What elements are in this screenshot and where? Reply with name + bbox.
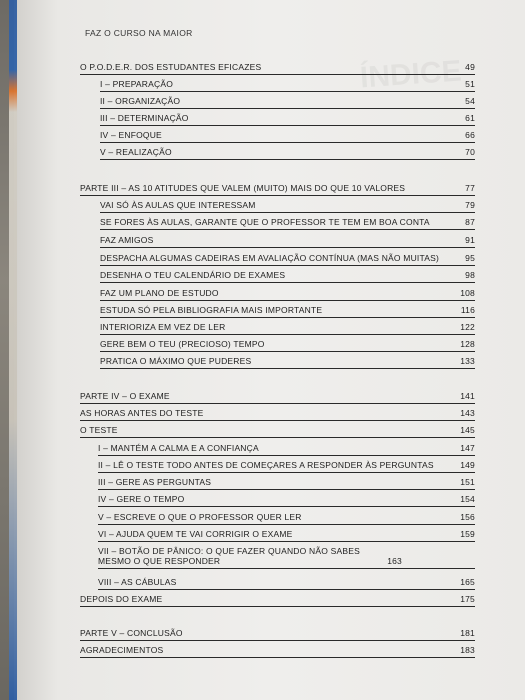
toc-entry-title: GERE BEM O TEU (PRECIOSO) TEMPO — [100, 339, 265, 349]
toc-entry-title: FAZ UM PLANO DE ESTUDO — [100, 288, 219, 298]
toc-entry-page: 147 — [460, 443, 475, 453]
toc-entry — [80, 629, 475, 641]
toc-entry-title: VI – AJUDA QUEM TE VAI CORRIGIR O EXAME — [98, 529, 293, 539]
toc-entry-title: IV – ENFOQUE — [100, 130, 162, 140]
toc-entry-page: 181 — [460, 628, 475, 638]
toc-entry-page: 151 — [460, 477, 475, 487]
toc-entry — [100, 114, 475, 126]
toc-entry-page: 87 — [465, 217, 475, 227]
toc-entry-title: II – LÊ O TESTE TODO ANTES DE COMEÇARES A RESPONDER ÀS PERGUNTAS — [98, 460, 434, 470]
toc-entry-page: 91 — [465, 235, 475, 245]
toc-entry — [100, 236, 475, 248]
toc-entry-title: II – ORGANIZAÇÃO — [100, 96, 181, 106]
toc-entry-page: 70 — [465, 147, 475, 157]
toc-entry-page: 154 — [460, 494, 475, 504]
toc-entry-page: 175 — [460, 594, 475, 604]
toc-entry-title: IV – GERE O TEMPO — [98, 494, 185, 504]
toc-entry-title: FAZ AMIGOS — [100, 235, 154, 245]
toc-entry — [100, 340, 475, 352]
toc-entry — [100, 97, 475, 109]
toc-entry-title: PARTE III – AS 10 ATITUDES QUE VALEM (MUITO) MAIS DO QUE 10 VALORES — [80, 183, 406, 193]
toc-entry-title: AGRADECIMENTOS — [80, 645, 164, 655]
toc-entry-page: 128 — [460, 339, 475, 349]
toc-entry-page: 61 — [465, 113, 475, 123]
toc-entry — [100, 148, 475, 160]
toc-entry-title: VIII – AS CÁBULAS — [98, 577, 177, 587]
toc-entry-title: I – MANTÉM A CALMA E A CONFIANÇA — [98, 443, 259, 453]
toc-entry-page: 51 — [465, 79, 475, 89]
toc-entry — [98, 513, 475, 525]
toc-entry-title: INTERIORIZA EM VEZ DE LER — [100, 322, 226, 332]
toc-entry-page: 95 — [465, 253, 475, 263]
toc-entry-title: V – ESCREVE O QUE O PROFESSOR QUER LER — [98, 512, 302, 522]
toc-entry — [100, 80, 475, 92]
toc-entry-page: 145 — [460, 425, 475, 435]
toc-entry-title: O P.O.D.E.R. DOS ESTUDANTES EFICAZES — [80, 62, 262, 72]
toc-entry-title: DESPACHA ALGUMAS CADEIRAS EM AVALIAÇÃO CONTÍNUA (MAS NÃO MUITAS) — [100, 253, 440, 263]
running-head: FAZ O CURSO NA MAIOR — [85, 28, 193, 38]
toc-entry-page: 149 — [460, 460, 475, 470]
toc-entry-title: AS HORAS ANTES DO TESTE — [80, 408, 204, 418]
toc-entry — [100, 306, 475, 318]
toc-entry-page: 49 — [465, 62, 475, 72]
toc-entry — [98, 495, 475, 507]
toc-entry — [100, 323, 475, 335]
toc-entry-page: 165 — [460, 577, 475, 587]
toc-entry-page: 183 — [460, 645, 475, 655]
toc-entry — [100, 289, 475, 301]
toc-entry-title: V – REALIZAÇÃO — [100, 147, 172, 157]
toc-entry-page: 156 — [460, 512, 475, 522]
toc-entry — [98, 444, 475, 456]
toc-entry-title: PARTE IV – O EXAME — [80, 391, 170, 401]
toc-entry — [80, 595, 475, 607]
toc-entry — [80, 426, 475, 438]
toc-entry-page: 143 — [460, 408, 475, 418]
toc-entry-page: 133 — [460, 356, 475, 366]
toc-entry — [80, 184, 475, 196]
toc-entry — [80, 409, 475, 421]
toc-entry — [80, 646, 475, 658]
toc-entry-page: 141 — [460, 391, 475, 401]
toc-entry — [98, 461, 475, 473]
toc-entry-title: PRATICA O MÁXIMO QUE PUDERES — [100, 356, 252, 366]
toc-entry-title: O TESTE — [80, 425, 118, 435]
toc-entry-page: 163 — [387, 555, 402, 566]
toc-entry-page: 116 — [460, 305, 475, 315]
toc-entry — [80, 63, 475, 75]
toc-entry — [100, 357, 475, 369]
toc-entry-title: I – PREPARAÇÃO — [100, 79, 174, 89]
toc-entry — [98, 547, 475, 569]
toc-entry-title: III – DETERMINAÇÃO — [100, 113, 189, 123]
toc-entry-page: 122 — [460, 322, 475, 332]
toc-entry — [100, 271, 475, 283]
toc-entry-page: 108 — [460, 288, 475, 298]
toc-entry-title: DESENHA O TEU CALENDÁRIO DE EXAMES — [100, 270, 286, 280]
toc-entry — [100, 131, 475, 143]
toc-entry-page: 159 — [460, 529, 475, 539]
toc-entry — [100, 254, 475, 266]
toc-entry-title: DEPOIS DO EXAME — [80, 594, 163, 604]
toc-entry-title: SE FORES ÀS AULAS, GARANTE QUE O PROFESSOR TE TEM EM BOA CONTA — [100, 217, 430, 227]
toc-entry-title: III – GERE AS PERGUNTAS — [98, 477, 212, 487]
toc-entry — [98, 578, 475, 590]
toc-entry-page: 79 — [465, 200, 475, 210]
toc-entry-page: 77 — [465, 183, 475, 193]
toc-entry-page: 66 — [465, 130, 475, 140]
toc-entry-title: ESTUDA SÓ PELA BIBLIOGRAFIA MAIS IMPORTANTE — [100, 305, 323, 315]
toc-entry-title: VAI SÓ ÀS AULAS QUE INTERESSAM — [100, 200, 256, 210]
toc-entry-page: 54 — [465, 96, 475, 106]
toc-entry-title: PARTE V – CONCLUSÃO — [80, 628, 183, 638]
toc-entry — [100, 218, 475, 230]
toc-entry — [100, 201, 475, 213]
toc-entry — [80, 392, 475, 404]
toc-entry-page: 98 — [465, 270, 475, 280]
toc-entry — [98, 530, 475, 542]
toc-entry-title: VII – BOTÃO DE PÂNICO: O QUE FAZER QUANDO NÃO SABES MESMO O QUE RESPONDER — [98, 546, 360, 566]
toc-entry — [98, 478, 475, 490]
